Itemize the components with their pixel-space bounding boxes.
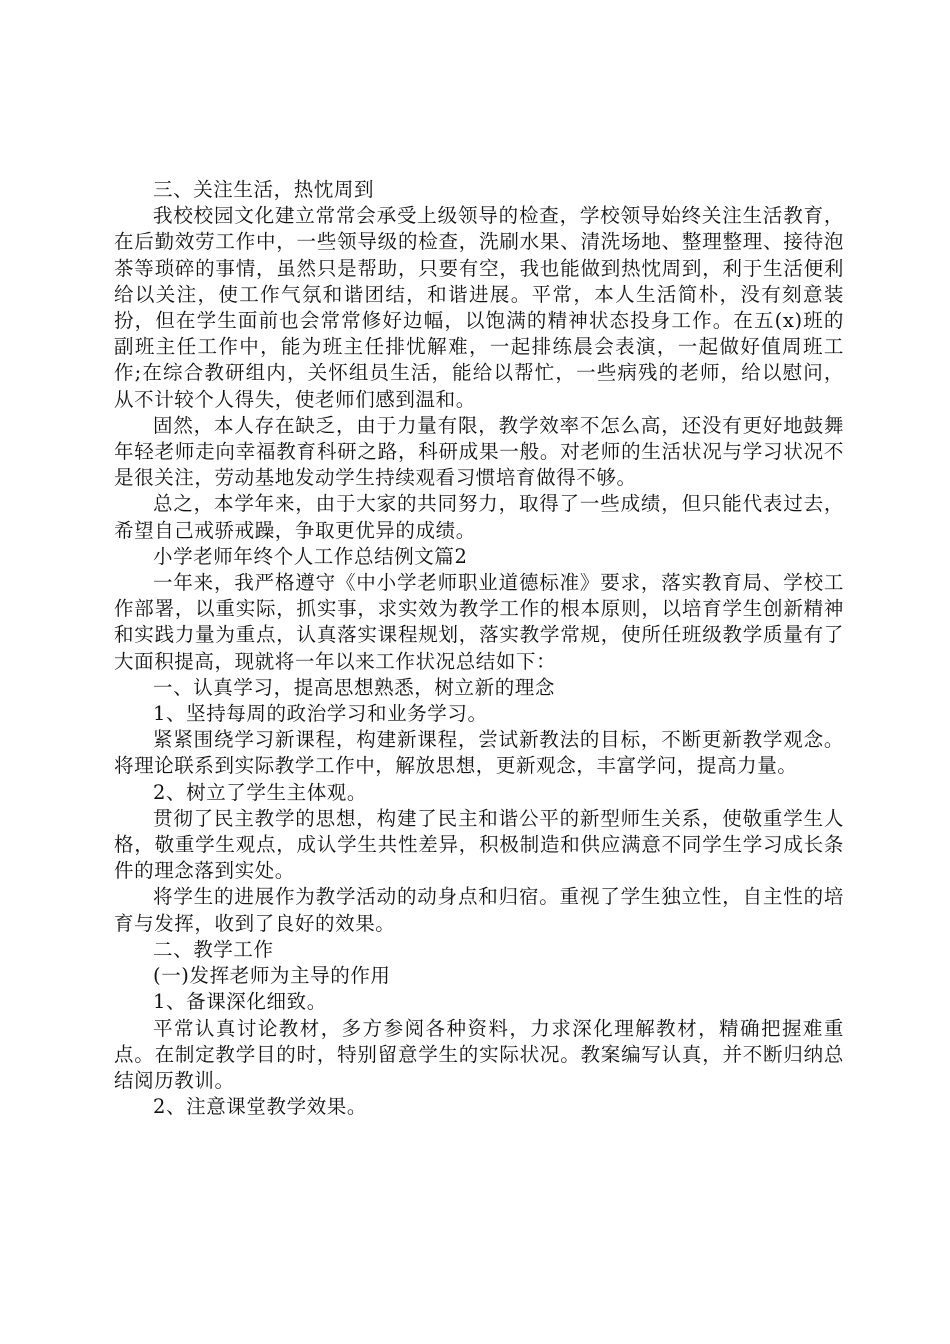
paragraph-life-care: 我校校园文化建立常常会承受上级领导的检查，学校领导始终关注生活教育，在后勤效劳工作中，一些领导级的检查，洗刷水果、清洗场地、整理整理、接待泡茶等琐碎的事情，虽然只是帮助，只要有空，我也能做到热忱周到，利于生活便利给以关注，使工作气氛和谐团结，和谐进展。平常，本人生活简朴，没有刻意装扮，但在学生面前也会常常修好边幅，以饱满的精神状态投身工作。在五(x)班的副班主任工作中，能为班主任排忧解难，一起排练晨会表演，一起做好值周班工作;在综合教研组内，关怀组员生活，能给以帮忙，一些病残的老师，给以慰问，从不计较个人得失，使老师们感到温和。 [114,204,844,411]
paragraph-conclusion: 总之，本学年来，由于大家的共同努力，取得了一些成绩，但只能代表过去，希望自己戒骄戒躁，争取更优异的成绩。 [114,492,844,542]
subheading-weekly-study: 1、坚持每周的政治学习和业务学习。 [153,702,488,726]
section-heading-teaching: 二、教学工作 [153,937,274,961]
paragraph-student-development: 将学生的进展作为教学活动的动身点和归宿。重视了学生独立性，自主性的培育与发挥，收到了良好的效果。 [114,885,844,935]
article-title-2: 小学老师年终个人工作总结例文篇2 [153,544,468,568]
subheading-lesson-prep: 1、备课深化细致。 [153,990,327,1014]
paragraph-lesson-prep: 平常认真讨论教材，多方参阅各种资料，力求深化理解教材，精确把握难重点。在制定教学目的时，特别留意学生的实际状况。教案编写认真，并不断归纳总结阅历教训。 [114,1016,844,1092]
paragraph-intro: 一年来，我严格遵守《中小学老师职业道德标准》要求，落实教育局、学校工作部署，以重实际，抓实事，求实效为教学工作的根本原则，以培育学生创新精神和实践力量为重点，认真落实课程规划，落实教学常规，使所任班级教学质量有了大面积提高，现就将一年以来工作状况总结如下： [114,571,844,673]
subheading-student-subject: 2、树立了学生主体观。 [153,780,368,804]
document-body [114,177,844,1120]
subheading-teacher-role: (一)发挥老师为主导的作用 [153,964,391,988]
section-heading-study: 一、认真学习，提高思想熟悉，树立新的理念 [153,675,556,699]
paragraph-democratic-teaching: 贯彻了民主教学的思想，构建了民主和谐公平的新型师生关系，使敬重学生人格，敬重学生观点，成认学生共性差异，积极制造和供应满意不同学生学习成长条件的理念落到实处。 [114,806,844,883]
paragraph-new-curriculum: 紧紧围绕学习新课程，构建新课程，尝试新教法的目标，不断更新教学观念。将理论联系到实际教学工作中，解放思想，更新观念，丰富学问，提高力量。 [114,728,844,778]
subheading-classroom-effect: 2、注意课堂教学效果。 [153,1095,368,1119]
section-heading-life: 三、关注生活，热忱周到 [153,178,375,201]
paragraph-shortcomings: 固然，本人存在缺乏，由于力量有限，教学效率不怎么高，还没有更好地鼓舞年轻老师走向幸福教育科研之路，科研成果一般。对老师的生活状况与学习状况不是很关注，劳动基地发动学生持续观看习惯培育做得不够。 [114,413,844,490]
